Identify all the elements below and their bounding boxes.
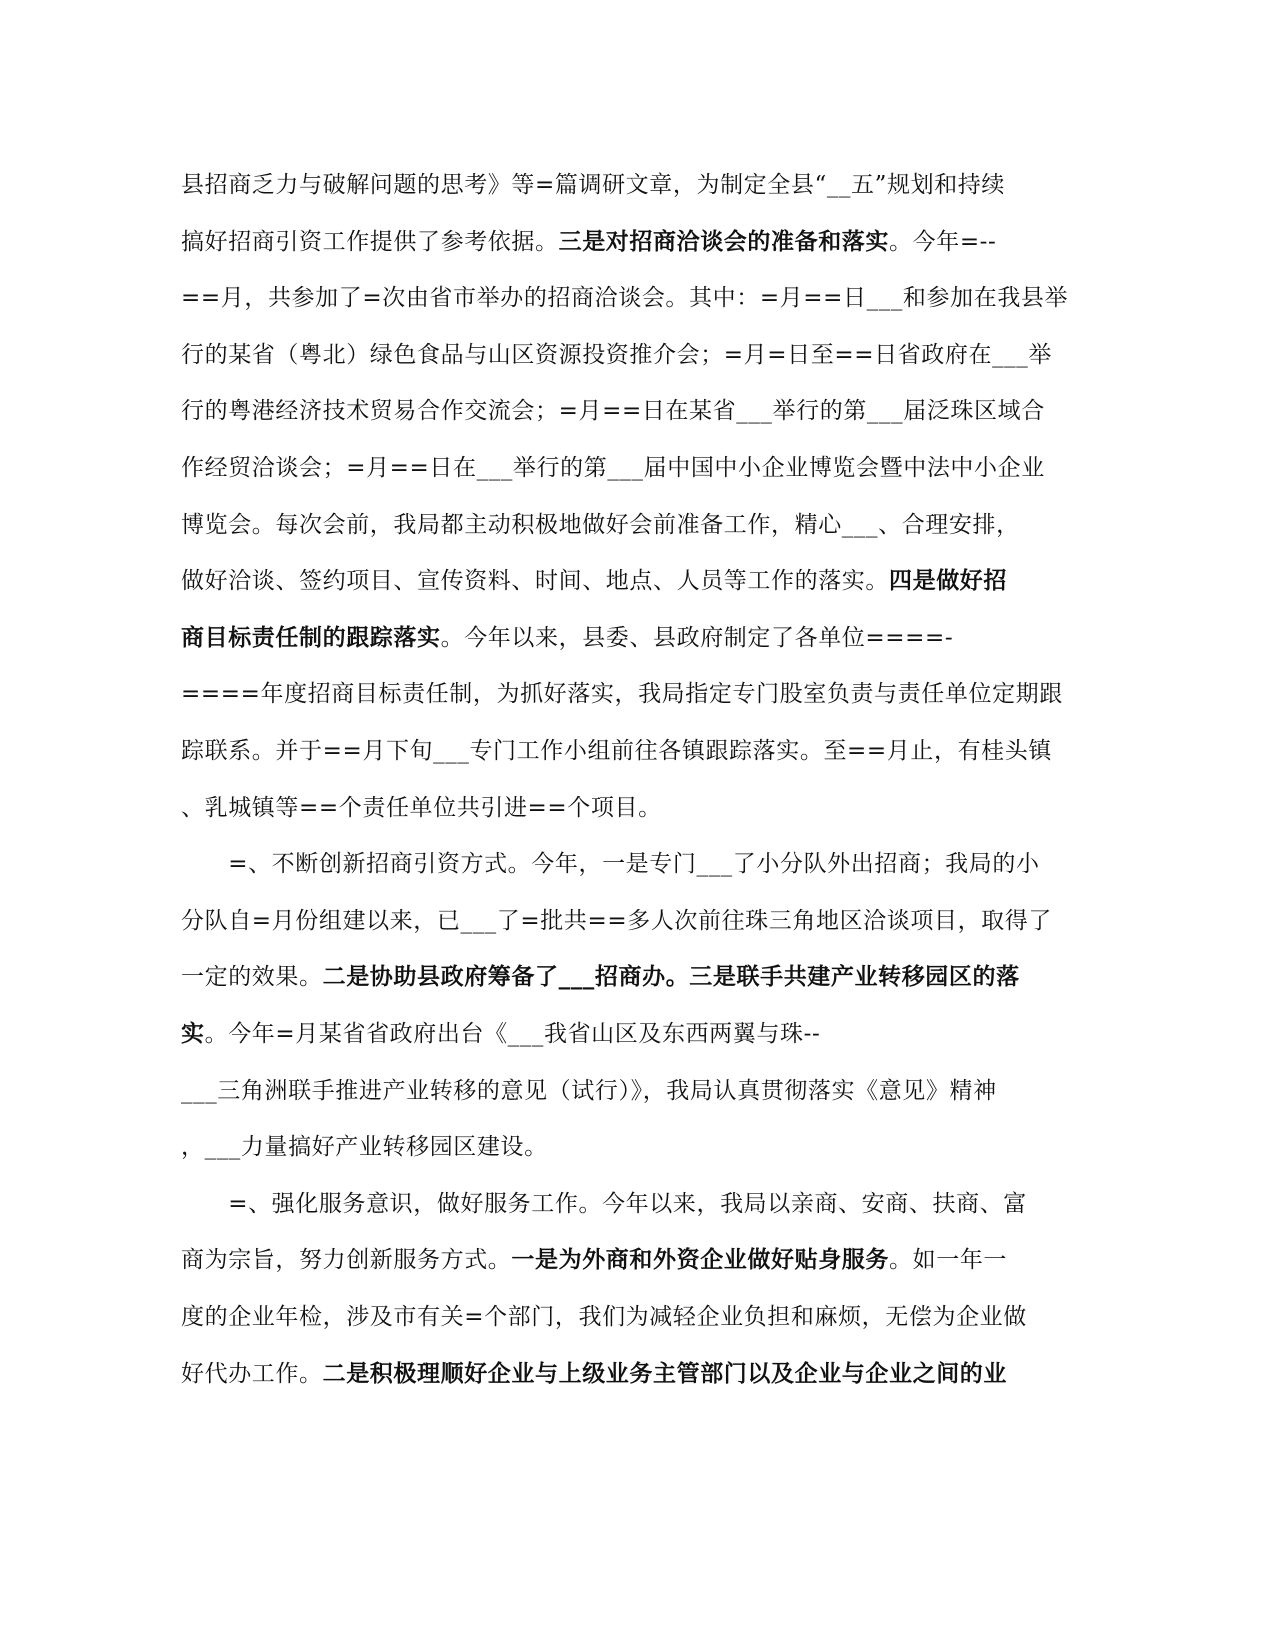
text-line xyxy=(181,849,1040,879)
text-line xyxy=(181,1132,548,1162)
text-line xyxy=(181,906,1052,936)
bold-text-segment: 二是积极理顺好企业与上级业务主管部门以及企业与企业之间的业 xyxy=(322,1359,1008,1387)
bold-text-segment: 一是为外商和外资企业做好贴身服务 xyxy=(511,1246,890,1274)
bold-text-segment: 二是协助县政府筹备了___招商办。三是联手共建产业转移园区的落 xyxy=(322,963,1020,991)
text-segment: =、不断创新招商引资方式。今年，一是专门___了小分队外出招商；我局的小 xyxy=(181,851,1040,878)
text-line xyxy=(181,1019,820,1049)
text-line xyxy=(181,1245,1007,1275)
text-line xyxy=(181,227,996,257)
bold-text-segment: 商目标责任制的跟踪落实 xyxy=(181,623,441,651)
text-line xyxy=(181,566,1007,596)
text-segment: 商为宗旨，努力创新服务方式。 xyxy=(181,1247,512,1274)
text-segment: ，___力量搞好产业转移园区建设。 xyxy=(181,1134,548,1161)
text-segment: 搞好招商引资工作提供了参考依据。 xyxy=(181,228,559,255)
text-line xyxy=(181,340,1052,370)
text-segment: ==月，共参加了=次由省市举办的招商洽谈会。其中：=月==日___和参加在我县举 xyxy=(181,285,1069,312)
text-segment: 博览会。每次会前，我局都主动积极地做好会前准备工作，精心___、合理安排， xyxy=(181,511,1020,538)
text-line xyxy=(181,1076,997,1106)
text-segment: 好代办工作。 xyxy=(181,1360,323,1387)
text-segment: =、强化服务意识，做好服务工作。今年以来，我局以亲商、安商、扶商、富 xyxy=(181,1190,1027,1217)
text-line xyxy=(181,679,1063,709)
text-line xyxy=(181,736,1052,766)
bold-text-segment: 三是对招商洽谈会的准备和落实 xyxy=(558,227,890,255)
text-segment: 作经贸洽谈会；=月==日在___举行的第___届中国中小企业博览会暨中法中小企业 xyxy=(181,455,1045,481)
text-segment: 行的粤港经济技术贸易合作交流会；=月==日在某省___举行的第___届泛珠区域合 xyxy=(181,398,1045,425)
bold-text-segment: 实 xyxy=(181,1020,205,1047)
text-segment: 做好洽谈、签约项目、宣传资料、时间、地点、人员等工作的落实。 xyxy=(181,568,889,595)
text-line xyxy=(181,1189,1027,1219)
text-segment: 。今年以来，县委、县政府制定了各单位====- xyxy=(440,624,954,651)
text-segment: 、乳城镇等==个责任单位共引进==个项目。 xyxy=(181,794,662,821)
text-segment: 一定的效果。 xyxy=(181,964,323,991)
text-line xyxy=(181,1302,1027,1332)
text-segment: ====年度招商目标责任制，为抓好落实，我局指定专门股室负责与责任单位定期跟 xyxy=(181,681,1063,708)
text-line xyxy=(181,623,953,653)
text-line xyxy=(181,962,1020,992)
text-line xyxy=(181,170,1005,200)
text-line xyxy=(181,793,662,823)
text-segment: 踪联系。并于==月下旬___专门工作小组前往各镇跟踪落实。至==月止，有桂头镇 xyxy=(181,738,1052,764)
text-line xyxy=(181,283,1068,313)
text-segment: 。今年=月某省省政府出台《___我省山区及东西两翼与珠-- xyxy=(204,1021,821,1047)
text-segment: 县招商乏力与破解问题的思考》等=篇调研文章，为制定全县“__五”规划和持续 xyxy=(181,172,1005,198)
text-line xyxy=(181,1359,1007,1389)
text-segment: 。今年=-- xyxy=(889,228,997,255)
text-segment: ___三角洲联手推进产业转移的意见（试行）》，我局认真贯彻落实《意见》精神 xyxy=(181,1077,997,1104)
text-segment: 分队自=月份组建以来，已___了=批共==多人次前往珠三角地区洽谈项目，取得了 xyxy=(181,907,1052,934)
bold-text-segment: 四是做好招 xyxy=(889,567,1007,595)
text-line xyxy=(181,453,1045,483)
text-segment: 。如一年一 xyxy=(889,1247,1008,1274)
text-segment: 度的企业年检，涉及市有关=个部门，我们为减轻企业负担和麻烦，无偿为企业做 xyxy=(181,1304,1027,1330)
text-segment: 行的某省（粤北）绿色食品与山区资源投资推介会；=月=日至==日省政府在___举 xyxy=(181,341,1052,368)
text-line xyxy=(181,396,1045,426)
text-line xyxy=(181,510,1020,540)
